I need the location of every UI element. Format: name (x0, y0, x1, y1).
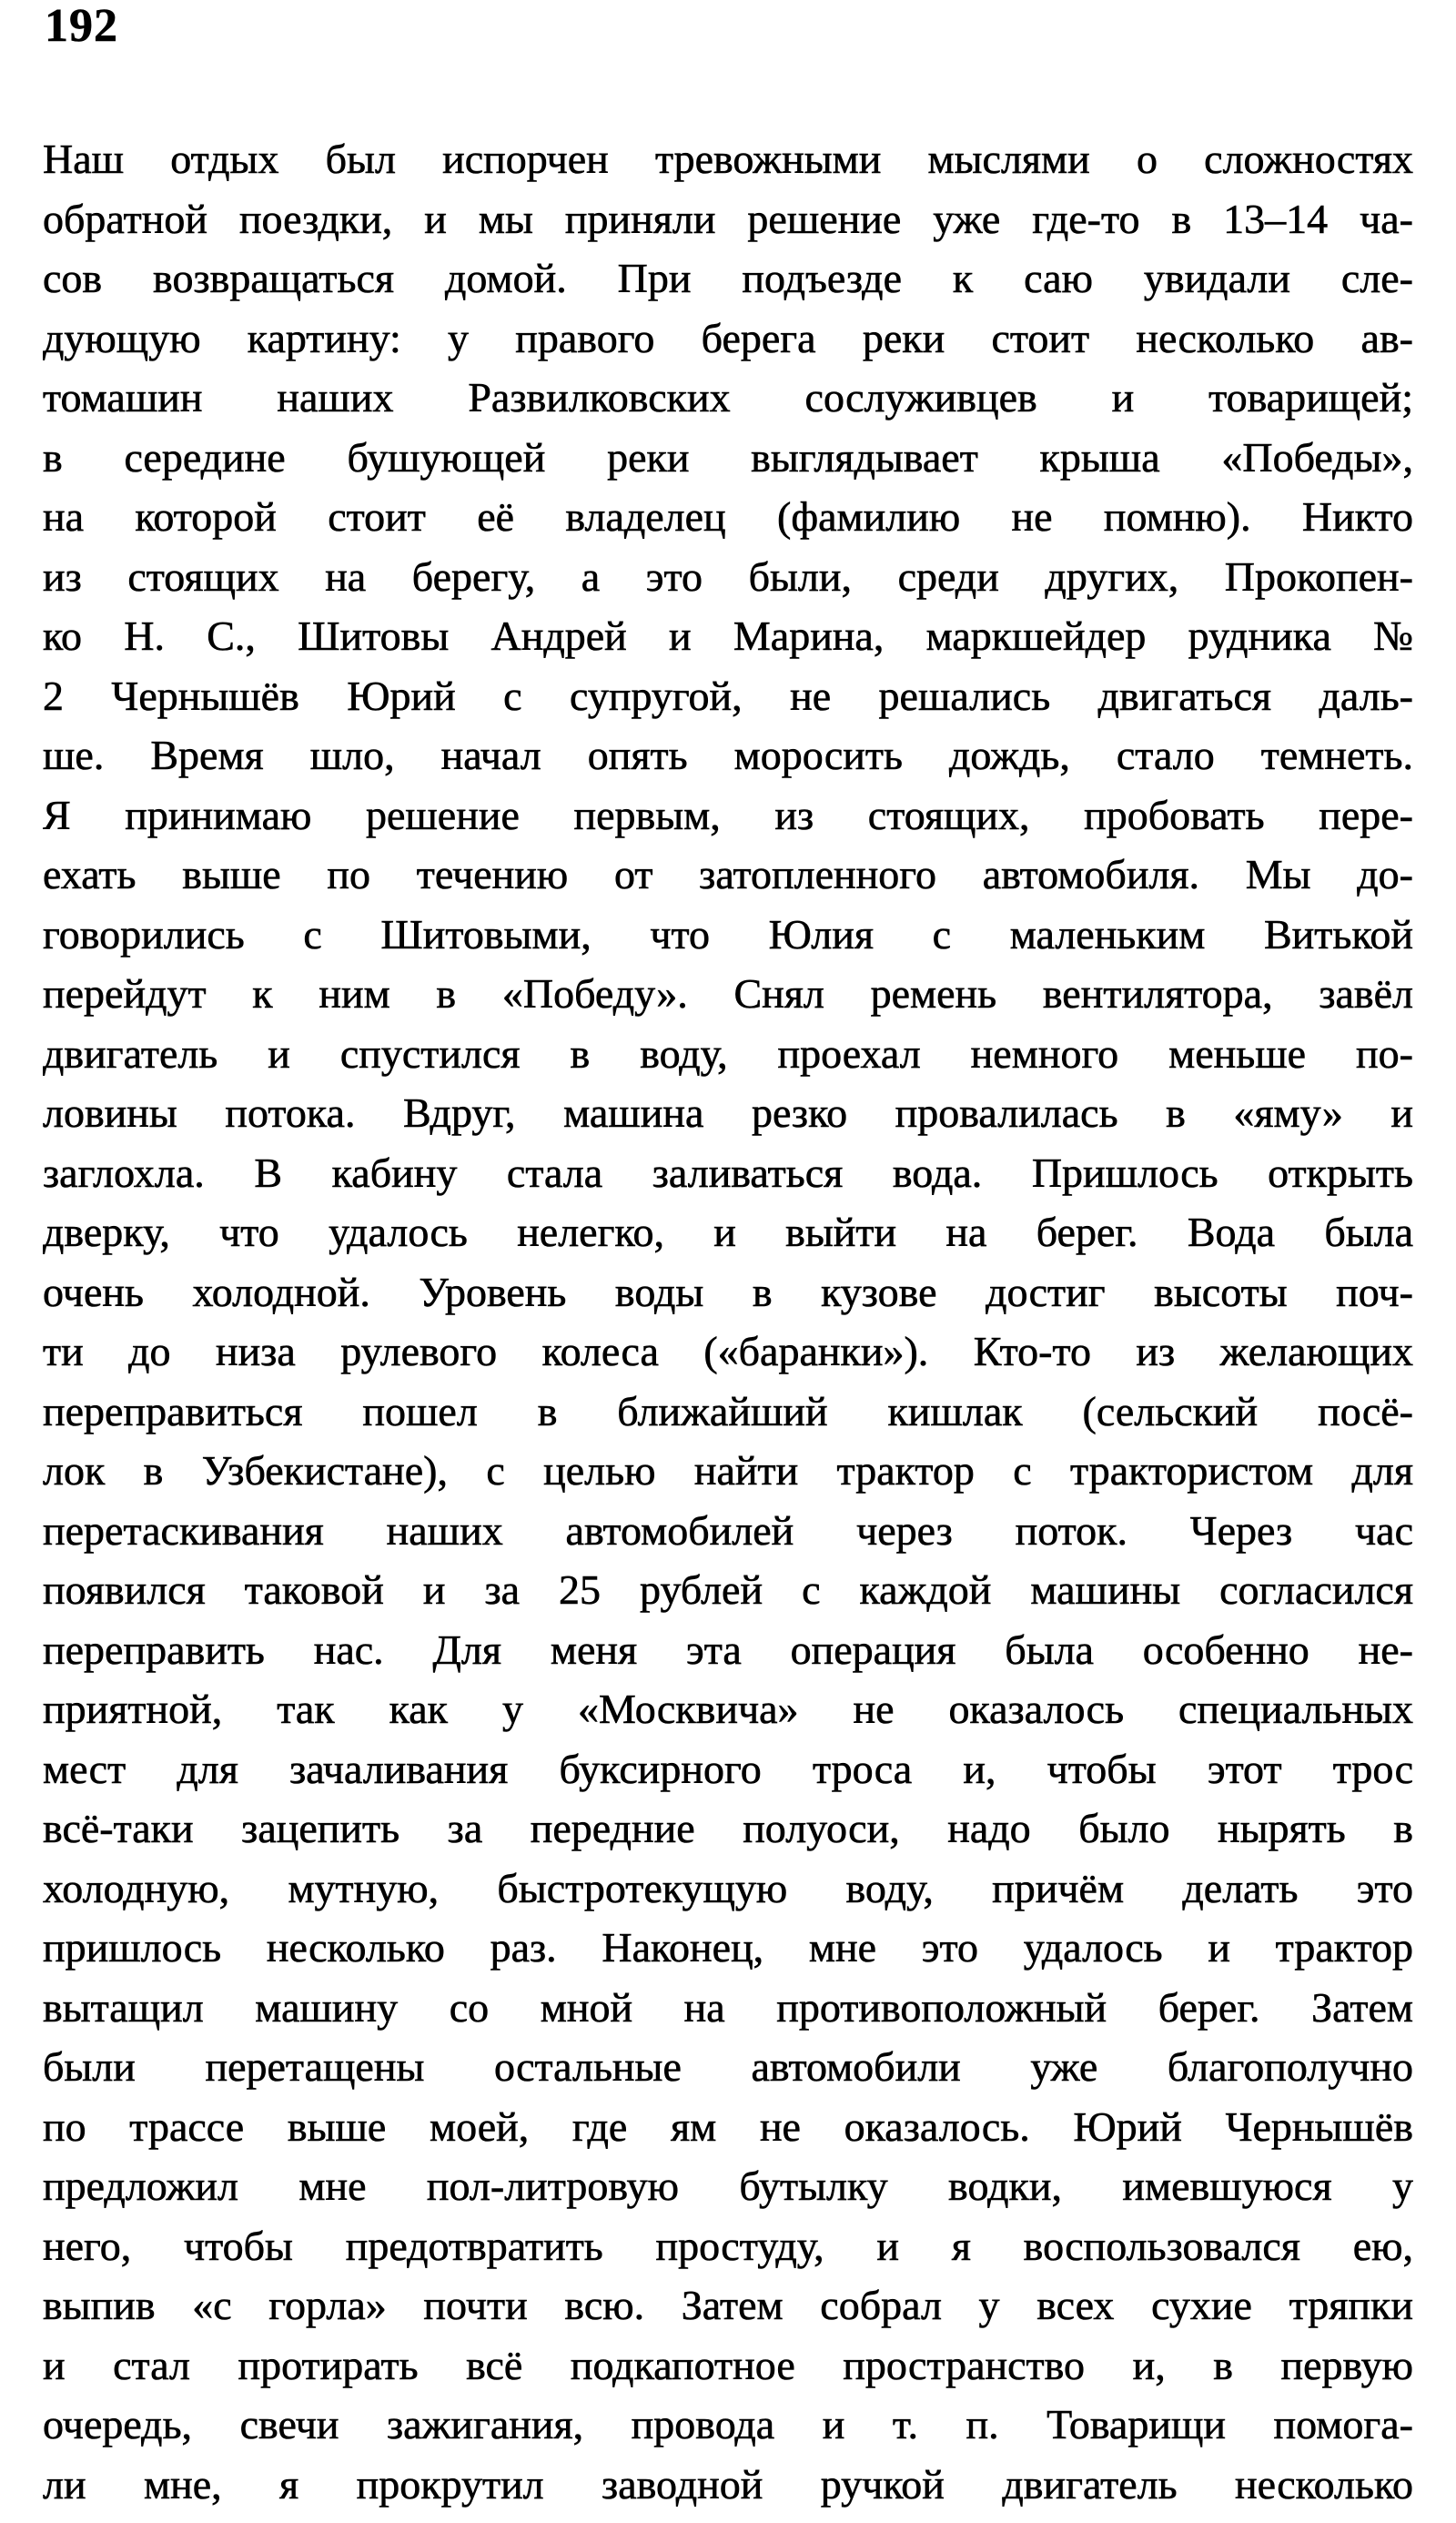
text-line: Наш отдых был испорчен тревожными мыслями о сложностях (43, 136, 1413, 182)
page-number: 192 (45, 0, 118, 52)
text-line: Я принимаю решение первым, из стоящих, пробовать пере- (43, 791, 1413, 838)
text-line: холодную, мутную, быстротекущую воду, причём делать это (43, 1864, 1413, 1911)
text-line: по трассе выше моей, где ям не оказалось. Юрий Чернышёв (43, 2102, 1413, 2150)
text-line: него, чтобы предотвратить простуду, и я воспользовался ею, (43, 2222, 1413, 2269)
text-line: заглохла. В кабину стала заливаться вода. Пришлось открыть (43, 1149, 1413, 1196)
text-line: на которой стоит её владелец (фамилию не помню). Никто (43, 493, 1413, 540)
text-line: ехать выше по течению от затопленного автомобиля. Мы до- (43, 851, 1413, 897)
text-line: ше. Время шло, начал опять моросить дождь, стало темнеть. (43, 732, 1413, 778)
text-line: перетаскивания наших автомобилей через поток. Через час (43, 1506, 1413, 1554)
text-line: мест для зачаливания буксирного троса и, чтобы этот трос (43, 1745, 1413, 1792)
text-line: очередь, свечи зажигания, провода и т. п. Товарищи помога- (43, 2401, 1413, 2447)
text-line: переправиться пошел в ближайший кишлак (сельский посё- (43, 1387, 1413, 1434)
text-line: выпив «с горла» почти всю. Затем собрал у всех сухие тряпки (43, 2282, 1413, 2328)
text-line: вытащил машину со мной на противоположный берег. Затем (43, 1983, 1413, 2031)
text-line: ко Н. С., Шитовы Андрей и Марина, маркшейдер рудника № (43, 613, 1413, 659)
text-line: приятной, так как у «Москвича» не оказалось специальных (43, 1686, 1413, 1732)
text-line: говорились с Шитовыми, что Юлия с маленьким Витькой (43, 910, 1413, 958)
text-line: лок в Узбекистане), с целью найти трактор с трактористом для (43, 1447, 1413, 1494)
text-line: ловины потока. Вдруг, машина резко провалилась в «яму» и (43, 1089, 1413, 1136)
text-line: дверку, что удалось нелегко, и выйти на берег. Вода была (43, 1209, 1413, 1255)
text-line: обратной поездки, и мы приняли решение уже где-то в 13–14 ча- (43, 195, 1413, 242)
body-text (43, 129, 1413, 2514)
text-line: очень холодной. Уровень воды в кузове достиг высоты поч- (43, 1268, 1413, 1315)
text-line: в середине бушующей реки выглядывает крыша «Победы», (43, 433, 1413, 481)
text-line: были перетащены остальные автомобили уже благополучно (43, 2043, 1413, 2090)
text-line: двигатель и спустился в воду, проехал немного меньше по- (43, 1029, 1413, 1077)
text-line: ти до низа рулевого колеса («баранки»). Кто-то из желающих (43, 1328, 1413, 1374)
text-line: сов возвращаться домой. При подъезде к саю увидали сле- (43, 255, 1413, 301)
text-line: переправить нас. Для меня эта операция была особенно не- (43, 1626, 1413, 1673)
text-line: 2 Чернышёв Юрий с супругой, не решались двигаться даль- (43, 672, 1413, 719)
text-line: и стал протирать всё подкапотное пространство и, в первую (43, 2341, 1413, 2388)
text-line: перейдут к ним в «Победу». Снял ремень вентилятора, завёл (43, 970, 1413, 1017)
text-line: ли мне, я прокрутил заводной ручкой двигатель несколько (43, 2460, 1413, 2508)
text-line: пришлось несколько раз. Наконец, мне это удалось и трактор (43, 1924, 1413, 1971)
text-line: появился таковой и за 25 рублей с каждой машины согласился (43, 1566, 1413, 1613)
text-line: томашин наших Развилковских сослуживцев и товарищей; (43, 374, 1413, 420)
text-line: предложил мне пол-литровую бутылку водки, имевшуюся у (43, 2163, 1413, 2209)
text-line: всё-таки зацепить за передние полуоси, надо было нырять в (43, 1805, 1413, 1851)
text-line: дующую картину: у правого берега реки стоит несколько ав- (43, 314, 1413, 361)
text-line: из стоящих на берегу, а это были, среди других, Прокопен- (43, 552, 1413, 600)
